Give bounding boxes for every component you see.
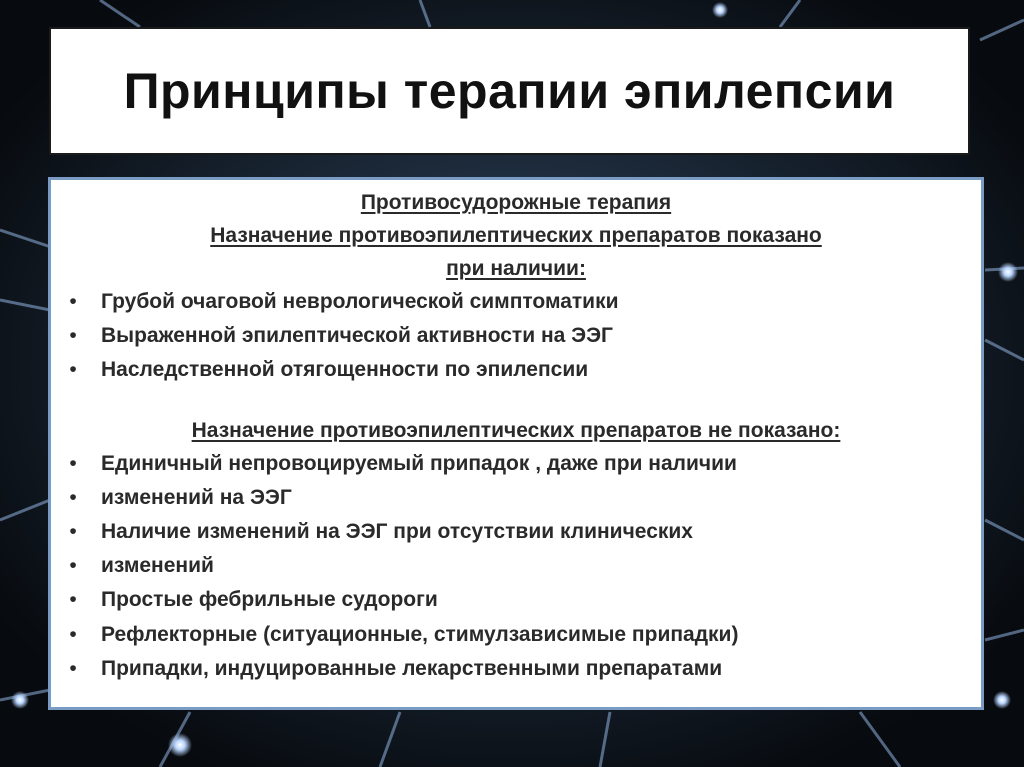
bullet-icon: •: [69, 656, 77, 680]
list-item: • Грубой очаговой неврологической симптоматики: [63, 285, 969, 319]
section-heading-line-1: Противосудорожные терапия: [360, 191, 672, 214]
slide-title: Принципы терапии эпилепсии: [123, 63, 896, 119]
not-indicated-list: [63, 447, 969, 686]
bullet-icon: •: [69, 485, 77, 509]
section-heading-line-3: при наличии:: [446, 257, 586, 280]
list-item: • Простые фебрильные судороги: [63, 583, 969, 617]
content-panel: [48, 177, 984, 710]
bullet-icon: •: [69, 451, 77, 475]
bullet-icon: •: [69, 324, 77, 348]
bullet-icon: •: [69, 520, 77, 544]
bullet-icon: •: [69, 358, 77, 382]
bullet-icon: •: [69, 290, 77, 313]
title-banner: [49, 27, 970, 155]
bullet-icon: •: [69, 622, 77, 646]
list-item: • Рефлекторные (ситуационные, стимулзависимые припадки): [63, 618, 969, 652]
bullet-icon: •: [69, 588, 77, 612]
list-item: • изменений: [63, 549, 969, 583]
list-item: • Припадки, индуцированные лекарственными препаратами: [63, 652, 969, 686]
list-item: • Наличие изменений на ЭЭГ при отсутствии клинических: [63, 515, 969, 549]
list-item: • Наследственной отягощенности по эпилепсии: [63, 353, 969, 387]
indicated-list: [63, 285, 969, 388]
list-item: • Выраженной эпилептической активности на ЭЭГ: [63, 319, 969, 353]
section-heading-line-2: Назначение противоэпилептических препаратов показано: [210, 224, 822, 247]
list-item: • изменений на ЭЭГ: [63, 481, 969, 515]
not-indicated-heading: Назначение противоэпилептических препаратов не показано:: [191, 418, 841, 442]
list-item: • Единичный непровоцируемый припадок , даже при наличии: [63, 447, 969, 481]
bullet-icon: •: [69, 554, 77, 578]
